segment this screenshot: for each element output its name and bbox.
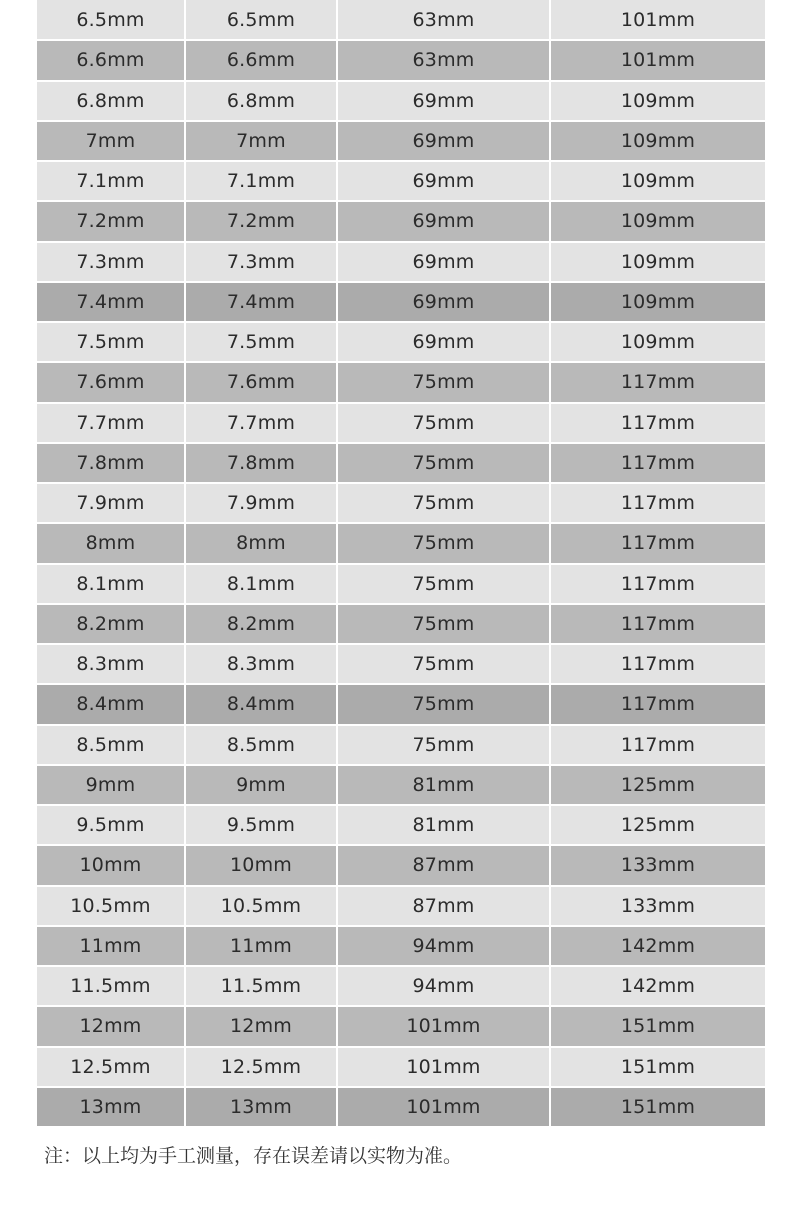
- table-cell: 7mm: [185, 121, 337, 161]
- table-cell: 101mm: [550, 40, 765, 80]
- table-row: [37, 362, 765, 402]
- table-cell: 81mm: [337, 805, 550, 845]
- table-cell: 109mm: [550, 121, 765, 161]
- table-cell: 10.5mm: [185, 886, 337, 926]
- table-cell: 6.8mm: [37, 81, 185, 121]
- table-cell: 142mm: [550, 966, 765, 1006]
- table-cell: 13mm: [185, 1087, 337, 1127]
- table-row: [37, 684, 765, 724]
- table-cell: 69mm: [337, 242, 550, 282]
- table-cell: 109mm: [550, 161, 765, 201]
- table-row: [37, 1006, 765, 1046]
- table-cell: 7.3mm: [185, 242, 337, 282]
- table-cell: 109mm: [550, 201, 765, 241]
- table-cell: 117mm: [550, 725, 765, 765]
- table-cell: 94mm: [337, 926, 550, 966]
- table-row: [37, 0, 765, 40]
- table-cell: 75mm: [337, 725, 550, 765]
- table-cell: 117mm: [550, 644, 765, 684]
- table-cell: 8.5mm: [185, 725, 337, 765]
- table-cell: 10.5mm: [37, 886, 185, 926]
- table-row: [37, 805, 765, 845]
- table-cell: 117mm: [550, 523, 765, 563]
- table-cell: 69mm: [337, 81, 550, 121]
- table-cell: 7.1mm: [37, 161, 185, 201]
- table-cell: 87mm: [337, 886, 550, 926]
- table-cell: 75mm: [337, 564, 550, 604]
- table-row: [37, 1047, 765, 1087]
- table-row: [37, 443, 765, 483]
- table-cell: 109mm: [550, 322, 765, 362]
- table-cell: 151mm: [550, 1006, 765, 1046]
- table-cell: 7.6mm: [185, 362, 337, 402]
- table-cell: 7.5mm: [37, 322, 185, 362]
- table-cell: 6.6mm: [185, 40, 337, 80]
- table-cell: 142mm: [550, 926, 765, 966]
- table-cell: 7.9mm: [37, 483, 185, 523]
- table-cell: 7mm: [37, 121, 185, 161]
- table-cell: 13mm: [37, 1087, 185, 1127]
- table-cell: 101mm: [337, 1006, 550, 1046]
- table-cell: 75mm: [337, 523, 550, 563]
- table-row: [37, 121, 765, 161]
- table-row: [37, 886, 765, 926]
- table-cell: 117mm: [550, 564, 765, 604]
- table-cell: 125mm: [550, 765, 765, 805]
- table-cell: 9mm: [37, 765, 185, 805]
- table-row: [37, 725, 765, 765]
- table-cell: 101mm: [550, 0, 765, 40]
- table-cell: 117mm: [550, 604, 765, 644]
- table-cell: 75mm: [337, 604, 550, 644]
- table-cell: 11.5mm: [185, 966, 337, 1006]
- table-cell: 69mm: [337, 161, 550, 201]
- table-row: [37, 604, 765, 644]
- table-cell: 7.8mm: [37, 443, 185, 483]
- table-row: [37, 201, 765, 241]
- table-cell: 87mm: [337, 845, 550, 885]
- table-cell: 7.1mm: [185, 161, 337, 201]
- table-cell: 69mm: [337, 201, 550, 241]
- table-cell: 94mm: [337, 966, 550, 1006]
- table-row: [37, 403, 765, 443]
- table-cell: 7.2mm: [37, 201, 185, 241]
- table-row: [37, 845, 765, 885]
- table-row: [37, 242, 765, 282]
- table-cell: 117mm: [550, 403, 765, 443]
- table-cell: 133mm: [550, 845, 765, 885]
- table-cell: 8.2mm: [185, 604, 337, 644]
- table-row: [37, 765, 765, 805]
- table-row: [37, 1087, 765, 1127]
- size-table: [37, 0, 765, 1128]
- table-cell: 9.5mm: [185, 805, 337, 845]
- table-cell: 7.2mm: [185, 201, 337, 241]
- table-cell: 7.8mm: [185, 443, 337, 483]
- table-cell: 109mm: [550, 242, 765, 282]
- measurement-note: 注：以上均为手工测量，存在误差请以实物为准。: [44, 1145, 463, 1167]
- table-cell: 7.5mm: [185, 322, 337, 362]
- table-cell: 75mm: [337, 644, 550, 684]
- table-row: [37, 644, 765, 684]
- table-cell: 10mm: [37, 845, 185, 885]
- table-cell: 8.2mm: [37, 604, 185, 644]
- table-cell: 6.5mm: [37, 0, 185, 40]
- table-row: [37, 523, 765, 563]
- table-row: [37, 483, 765, 523]
- table-row: [37, 161, 765, 201]
- table-row: [37, 564, 765, 604]
- table-cell: 151mm: [550, 1087, 765, 1127]
- table-cell: 7.9mm: [185, 483, 337, 523]
- table-row: [37, 40, 765, 80]
- table-cell: 117mm: [550, 362, 765, 402]
- table-cell: 8.3mm: [37, 644, 185, 684]
- table-cell: 8.1mm: [185, 564, 337, 604]
- table-cell: 11.5mm: [37, 966, 185, 1006]
- table-cell: 12.5mm: [37, 1047, 185, 1087]
- table-cell: 75mm: [337, 403, 550, 443]
- table-cell: 7.7mm: [185, 403, 337, 443]
- table-row: [37, 282, 765, 322]
- table-cell: 8.4mm: [37, 684, 185, 724]
- table-cell: 117mm: [550, 443, 765, 483]
- table-cell: 8.3mm: [185, 644, 337, 684]
- table-cell: 69mm: [337, 121, 550, 161]
- table-cell: 7.4mm: [37, 282, 185, 322]
- table-cell: 8.5mm: [37, 725, 185, 765]
- table-cell: 7.6mm: [37, 362, 185, 402]
- table-cell: 6.6mm: [37, 40, 185, 80]
- table-cell: 7.3mm: [37, 242, 185, 282]
- table-cell: 117mm: [550, 483, 765, 523]
- table-cell: 75mm: [337, 483, 550, 523]
- table-cell: 12mm: [37, 1006, 185, 1046]
- table-cell: 69mm: [337, 322, 550, 362]
- table-cell: 7.4mm: [185, 282, 337, 322]
- table-cell: 117mm: [550, 684, 765, 724]
- table-row: [37, 926, 765, 966]
- table-cell: 7.7mm: [37, 403, 185, 443]
- table-cell: 63mm: [337, 0, 550, 40]
- table-cell: 6.8mm: [185, 81, 337, 121]
- table-cell: 101mm: [337, 1047, 550, 1087]
- size-table-body: [37, 0, 765, 1127]
- table-cell: 133mm: [550, 886, 765, 926]
- table-cell: 11mm: [185, 926, 337, 966]
- table-cell: 6.5mm: [185, 0, 337, 40]
- table-cell: 9mm: [185, 765, 337, 805]
- table-cell: 8mm: [185, 523, 337, 563]
- table-row: [37, 81, 765, 121]
- table-cell: 12.5mm: [185, 1047, 337, 1087]
- table-cell: 75mm: [337, 684, 550, 724]
- table-cell: 63mm: [337, 40, 550, 80]
- table-row: [37, 966, 765, 1006]
- table-cell: 8.4mm: [185, 684, 337, 724]
- table-cell: 11mm: [37, 926, 185, 966]
- table-cell: 151mm: [550, 1047, 765, 1087]
- table-cell: 8.1mm: [37, 564, 185, 604]
- table-cell: 109mm: [550, 81, 765, 121]
- table-cell: 9.5mm: [37, 805, 185, 845]
- table-cell: 125mm: [550, 805, 765, 845]
- table-cell: 75mm: [337, 362, 550, 402]
- table-cell: 75mm: [337, 443, 550, 483]
- table-cell: 12mm: [185, 1006, 337, 1046]
- table-row: [37, 322, 765, 362]
- table-cell: 81mm: [337, 765, 550, 805]
- table-cell: 10mm: [185, 845, 337, 885]
- table-cell: 69mm: [337, 282, 550, 322]
- table-cell: 101mm: [337, 1087, 550, 1127]
- table-cell: 109mm: [550, 282, 765, 322]
- table-cell: 8mm: [37, 523, 185, 563]
